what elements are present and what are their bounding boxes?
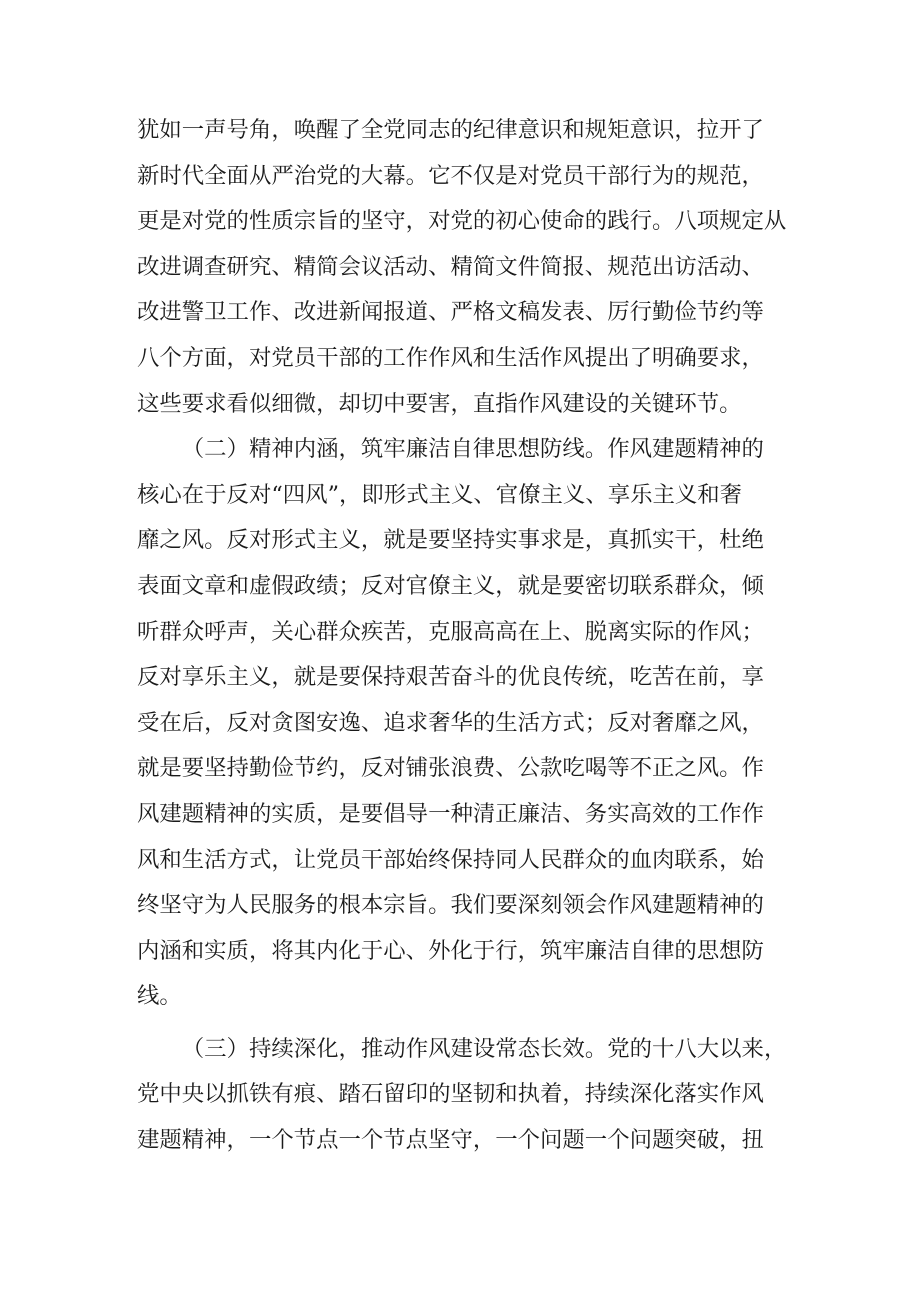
- text-line: 八个方面，对党员干部的工作作风和生活作风提出了明确要求，: [137, 344, 764, 371]
- text-line: 受在后，反对贪图安逸、追求奢华的生活方式；反对奢靡之风，: [137, 709, 764, 736]
- text-line: 改进调查研究、精简会议活动、精简文件简报、规范出访活动、: [137, 253, 764, 280]
- text-line: 表面文章和虚假政绩；反对官僚主义，就是要密切联系群众，倾: [137, 572, 764, 599]
- text-line: 就是要坚持勤俭节约，反对铺张浪费、公款吃喝等不正之风。作: [137, 755, 764, 782]
- document-body: [137, 108, 787, 1164]
- text-line: 核心在于反对“四风”，即形式主义、官僚主义、享乐主义和奢: [137, 481, 743, 508]
- text-line: 风和生活方式，让党员干部始终保持同人民群众的血肉联系，始: [137, 846, 764, 873]
- paragraph-continuation: [137, 108, 787, 427]
- paragraph-spacer: [137, 1020, 787, 1027]
- text-line: 新时代全面从严治党的大幕。它不仅是对党员干部行为的规范，: [137, 162, 764, 189]
- text-line: 犹如一声号角，唤醒了全党同志的纪律意识和规矩意识，拉开了: [137, 117, 764, 143]
- text-line: 这些要求看似细微，却切中要害，直指作风建设的关键环节。: [137, 390, 742, 417]
- paragraph-section-2: [137, 427, 787, 1020]
- text-line: 靡之风。反对形式主义，就是要坚持实事求是，真抓实干，杜绝: [137, 527, 764, 554]
- text-line: （三）持续深化，推动作风建设常态长效。党的十八大以来，: [181, 1035, 787, 1062]
- text-line: 风建题精神的实质，是要倡导一种清正廉洁、务实高效的工作作: [137, 800, 764, 827]
- text-line: 反对享乐主义，就是要保持艰苦奋斗的优良传统，吃苦在前，享: [137, 664, 764, 691]
- text-line: 内涵和实质，将其内化于心、外化于行，筑牢廉洁自律的思想防: [137, 937, 764, 964]
- text-line: 终坚守为人民服务的根本宗旨。我们要深刻领会作风建题精神的: [137, 892, 764, 919]
- text-line: 改进警卫工作、改进新闻报道、严格文稿发表、厉行勤俭节约等: [137, 299, 764, 326]
- paragraph-section-3: [137, 1027, 787, 1164]
- text-line: 线。: [137, 983, 182, 1010]
- text-line: 听群众呼声，关心群众疾苦，克服高高在上、脱离实际的作风；: [137, 618, 764, 645]
- text-line: （二）精神内涵，筑牢廉洁自律思想防线。作风建题精神的: [181, 436, 764, 463]
- text-line: 党中央以抓铁有痕、踏石留印的坚韧和执着，持续深化落实作风: [137, 1081, 764, 1108]
- text-line: 建题精神，一个节点一个节点坚守，一个问题一个问题突破，扭: [137, 1127, 764, 1154]
- text-line: 更是对党的性质宗旨的坚守，对党的初心使命的践行。八项规定从: [137, 208, 787, 235]
